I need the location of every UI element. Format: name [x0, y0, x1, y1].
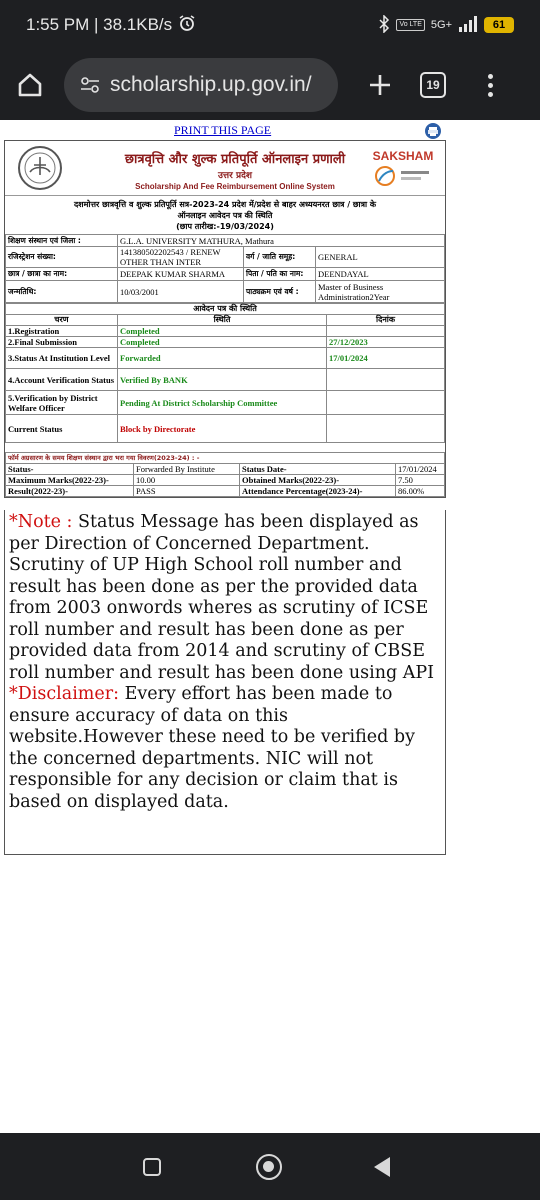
address-bar[interactable] — [64, 58, 338, 112]
volte-badge: Vo LTE — [396, 19, 424, 31]
table-row — [6, 337, 445, 348]
date-cell: 27/12/2023 — [327, 337, 445, 348]
table-row — [6, 391, 445, 415]
step-column-header: चरण — [6, 315, 118, 326]
site-settings-icon[interactable] — [80, 76, 100, 94]
date-cell: 17/01/2024 — [327, 348, 445, 369]
application-status-frame — [4, 140, 446, 498]
subtitle-line-3: (छाप तारीख:-19/03/2024) — [176, 222, 274, 231]
alarm-icon — [178, 14, 196, 37]
disclaimer-text: Every effort has been made to ensure accuracy of data on this website.However these need to be verified by the concerned departments. NIC will not responsible for any decision or claim that is based on displayed data. — [9, 684, 416, 812]
back-icon[interactable] — [374, 1157, 390, 1177]
print-page-link[interactable]: PRINT THIS PAGE — [174, 123, 272, 137]
network-type: 5G+ — [430, 19, 452, 31]
father-name-value: DEENDAYAL — [316, 268, 445, 281]
home-icon — [16, 71, 44, 99]
status-time-speed: 1:55 PM | 38.1KB/s — [26, 15, 173, 34]
registration-label: रजिस्ट्रेशन संख्या: — [6, 247, 118, 268]
current-status-date — [327, 415, 445, 443]
portal-title-english: Scholarship And Fee Reimbursement Online System — [135, 182, 335, 191]
result-value: PASS — [134, 486, 240, 497]
recent-apps-icon[interactable] — [143, 1158, 161, 1176]
print-bar — [0, 120, 540, 142]
url-text: scholarship.up.gov.in/ — [110, 73, 312, 96]
current-status-row — [6, 415, 445, 443]
battery-indicator: 61 — [484, 17, 514, 33]
attendance-label: Attendance Percentage(2023-24)- — [240, 486, 396, 497]
tab-switcher-button[interactable]: 19 — [420, 72, 446, 98]
status-section-heading: आवेदन पत्र की स्थिति — [6, 304, 445, 315]
disclaimer-paragraph — [9, 684, 441, 813]
application-status-table — [5, 303, 445, 443]
status-cell: Pending At District Scholarship Committee — [118, 391, 327, 415]
web-page — [0, 120, 540, 1133]
digital-india-icon — [373, 163, 433, 189]
status-date-value: 17/01/2024 — [396, 464, 445, 475]
table-row — [6, 326, 445, 337]
date-column-header: दिनांक — [327, 315, 445, 326]
subtitle-line-1: दशमोत्तर छात्रवृत्ति व शुल्क प्रतिपूर्ति सत्र-2023-24 प्रदेश में/प्रदेश से बाहर अध्ययनरत छात्र / छात्रा के — [73, 200, 377, 209]
status-date-label: Status Date- — [240, 464, 396, 475]
father-name-label: पिता / पति का नाम: — [244, 268, 316, 281]
max-marks-label: Maximum Marks(2022-23)- — [6, 475, 134, 486]
student-details-table — [5, 234, 445, 303]
student-name-label: छात्र / छात्रा का नाम: — [6, 268, 118, 281]
step-cell: 2.Final Submission — [6, 337, 118, 348]
notes-panel — [4, 510, 446, 855]
date-cell — [327, 369, 445, 391]
max-marks-value: 10.00 — [134, 475, 240, 486]
dob-label: जन्मतिथि: — [6, 281, 118, 303]
date-cell — [327, 326, 445, 337]
table-row — [6, 348, 445, 369]
new-tab-button[interactable] — [360, 65, 400, 105]
course-value: Master of Business Administration2Year — [316, 281, 445, 303]
current-status-value: Block by Directorate — [118, 415, 327, 443]
form-status-label: Status- — [6, 464, 134, 475]
bluetooth-icon — [378, 15, 390, 36]
note-paragraph — [9, 512, 441, 684]
attendance-value: 86.00% — [396, 486, 445, 497]
status-cell: Forwarded — [118, 348, 327, 369]
status-bar — [0, 0, 540, 50]
step-cell: 3.Status At Institution Level — [6, 348, 118, 369]
form-details-table — [5, 452, 445, 497]
institute-value: G.L.A. UNIVERSITY MATHURA, Mathura — [118, 235, 445, 247]
table-spacer — [5, 443, 445, 452]
obtained-marks-label: Obtained Marks(2022-23)- — [240, 475, 396, 486]
printer-icon[interactable] — [424, 123, 442, 139]
category-value: GENERAL — [316, 247, 445, 268]
browser-toolbar — [0, 50, 540, 120]
status-column-header: स्थिति — [118, 315, 327, 326]
signal-icon — [458, 16, 478, 35]
disclaimer-label: *Disclaimer: — [9, 684, 119, 704]
saksham-logo — [367, 149, 439, 194]
date-cell — [327, 391, 445, 415]
obtained-marks-value: 7.50 — [396, 475, 445, 486]
portal-header — [5, 141, 445, 196]
dob-value: 10/03/2001 — [118, 281, 244, 303]
home-button[interactable] — [0, 55, 60, 115]
form-status-value: Forwarded By Institute — [134, 464, 240, 475]
table-row — [6, 369, 445, 391]
status-cell: Completed — [118, 337, 327, 348]
step-cell: 4.Account Verification Status — [6, 369, 118, 391]
navigation-bar — [0, 1133, 540, 1200]
status-cell: Verified By BANK — [118, 369, 327, 391]
course-label: पाठ्यक्रम एवं वर्ष : — [244, 281, 316, 303]
up-emblem-icon — [17, 145, 63, 191]
current-status-label: Current Status — [6, 415, 118, 443]
portal-title-hindi: छात्रवृत्ति और शुल्क प्रतिपूर्ति ऑनलाइन प्रणाली — [124, 152, 346, 167]
result-label: Result(2022-23)- — [6, 486, 134, 497]
portal-state: उत्तर प्रदेश — [218, 171, 252, 181]
note-label: *Note : — [9, 512, 73, 532]
student-name-value: DEEPAK KUMAR SHARMA — [118, 268, 244, 281]
institute-label: शिक्षण संस्थान एवं जिला : — [6, 235, 118, 247]
status-cell: Completed — [118, 326, 327, 337]
subtitle-line-2: ऑनलाइन आवेदन पत्र की स्थिति — [177, 211, 273, 220]
saksham-brand: SAKSHAM — [372, 149, 434, 163]
home-circle-icon[interactable] — [256, 1154, 282, 1180]
form-details-heading: फॉर्म अग्रसारण के समय शिक्षण संस्थान द्वारा भरा गया विवरण(2023-24) : - — [6, 453, 445, 464]
step-cell: 1.Registration — [6, 326, 118, 337]
step-cell: 5.Verification by District Welfare Officer — [6, 391, 118, 415]
note-text: Status Message has been displayed as per Direction of Concerned Department. Scrutiny of UP High School roll number and result has been done as per the provided data from 2003 onwords wheres as scrutiny of ICSE roll number and result has been done as per provided data from 2014 and scrutiny of CBSE roll number and result has been done using API — [9, 512, 435, 683]
category-label: वर्ग / जाति समूह: — [244, 247, 316, 268]
more-menu-button[interactable] — [480, 65, 500, 105]
application-subtitle — [5, 196, 445, 234]
registration-value: 141380502202543 / RENEW OTHER THAN INTER — [118, 247, 244, 268]
plus-icon — [368, 73, 392, 97]
